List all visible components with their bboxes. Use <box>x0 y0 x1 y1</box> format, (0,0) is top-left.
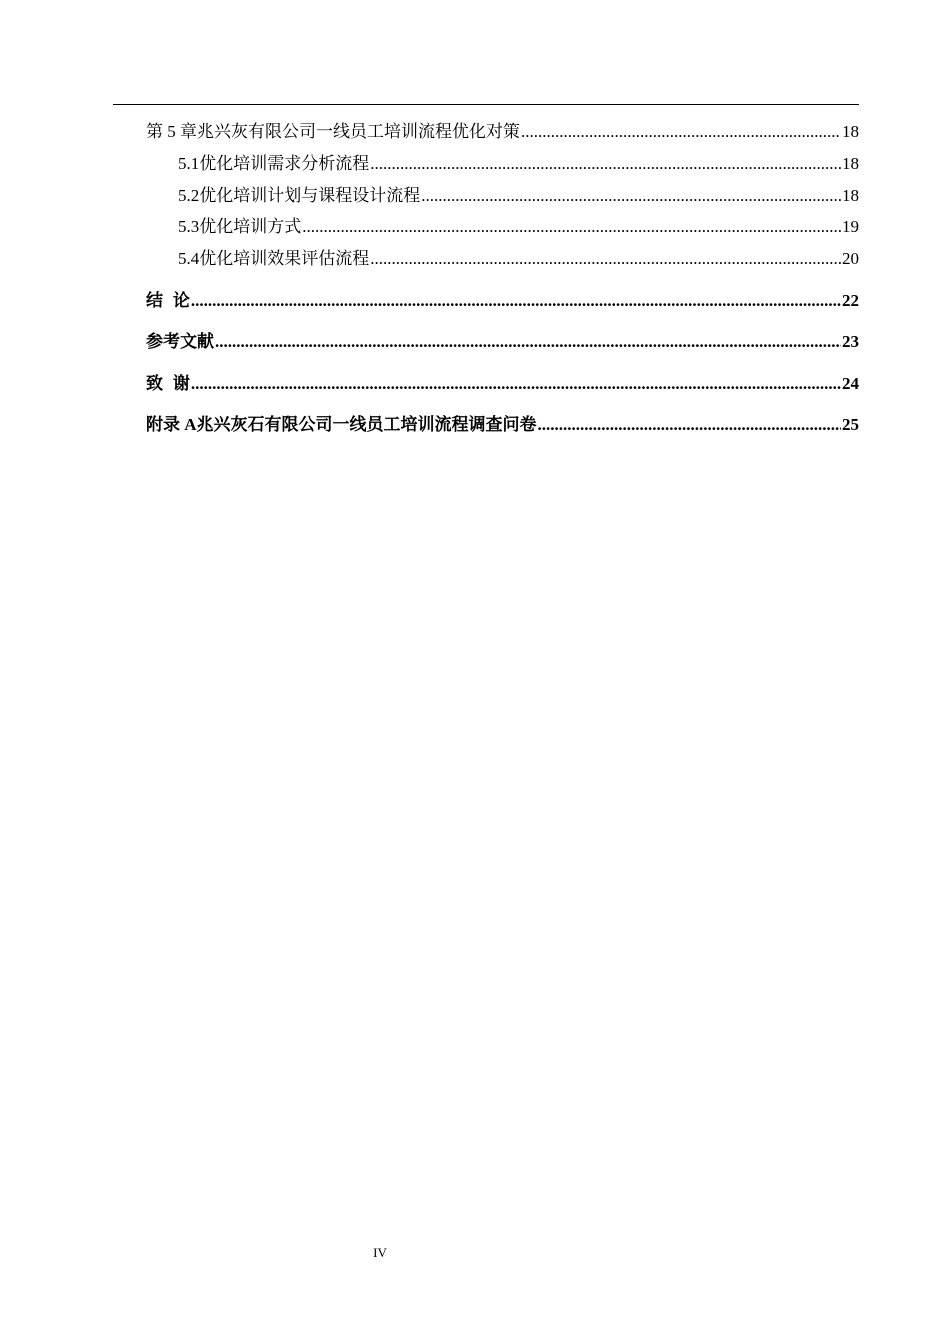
toc-entry-title: 优化培训需求分析流程 <box>199 154 370 173</box>
toc-entry-title: 参考文献 <box>146 332 214 351</box>
toc-dot-leader <box>521 121 841 143</box>
toc-entry-page: 25 <box>842 415 859 434</box>
toc-entry-appendix-a[interactable] <box>146 414 859 436</box>
toc-entry-5-3[interactable] <box>178 216 859 238</box>
toc-entry-title <box>146 290 190 312</box>
toc-entry-conclusion[interactable] <box>146 290 859 312</box>
toc-entry-5-4[interactable] <box>178 248 859 270</box>
toc-entry-page: 18 <box>842 154 859 173</box>
toc-dot-leader <box>302 216 841 238</box>
toc-entry-title: 兆兴灰有限公司一线员工培训流程优化对策 <box>197 122 520 141</box>
page-footer <box>0 1244 760 1262</box>
toc-dot-leader <box>370 248 841 270</box>
toc-entry-title-char: 论 <box>172 291 190 310</box>
toc-entry-number: 附录 A <box>146 415 197 434</box>
toc-entry-5-2[interactable] <box>178 185 859 207</box>
toc-entry-page: 18 <box>842 186 859 205</box>
toc-entry-5-1[interactable] <box>178 153 859 175</box>
toc-entry-chapter-5[interactable] <box>146 121 859 143</box>
toc-entry-page: 19 <box>842 217 859 236</box>
toc-dot-leader <box>191 290 841 312</box>
toc-entry-page: 23 <box>842 332 859 351</box>
toc-entry-references[interactable] <box>146 331 859 353</box>
toc-dot-leader <box>538 414 841 436</box>
toc-entry-title: 优化培训效果评估流程 <box>199 249 370 268</box>
toc-entry-page: 24 <box>842 374 859 393</box>
toc-entry-number: 5.3 <box>178 217 200 236</box>
toc-entry-acknowledgements[interactable] <box>146 373 859 395</box>
toc-entry-title: 优化培训方式 <box>199 217 302 236</box>
toc-dot-leader <box>421 185 841 207</box>
toc-entry-title <box>146 373 190 395</box>
toc-entry-number: 5.1 <box>178 154 200 173</box>
page-number: IV <box>373 1245 387 1260</box>
toc-dot-leader <box>215 331 841 353</box>
toc-entry-title: 兆兴灰石有限公司一线员工培训流程调查问卷 <box>196 415 537 434</box>
toc-entry-number: 5.2 <box>178 186 200 205</box>
toc-dot-leader <box>370 153 841 175</box>
toc-entry-number: 第 5 章 <box>146 122 197 141</box>
toc-entry-title: 优化培训计划与课程设计流程 <box>199 186 421 205</box>
toc-entry-page: 20 <box>842 249 859 268</box>
toc-entry-number: 5.4 <box>178 249 200 268</box>
toc-entry-title-char: 结 <box>146 291 163 310</box>
toc-entry-page: 18 <box>842 122 859 141</box>
header-rule <box>113 104 859 105</box>
toc-entry-title-char: 致 <box>146 374 163 393</box>
toc-entry-title-char: 谢 <box>172 374 190 393</box>
toc-dot-leader <box>191 373 841 395</box>
toc-entry-page: 22 <box>842 291 859 310</box>
